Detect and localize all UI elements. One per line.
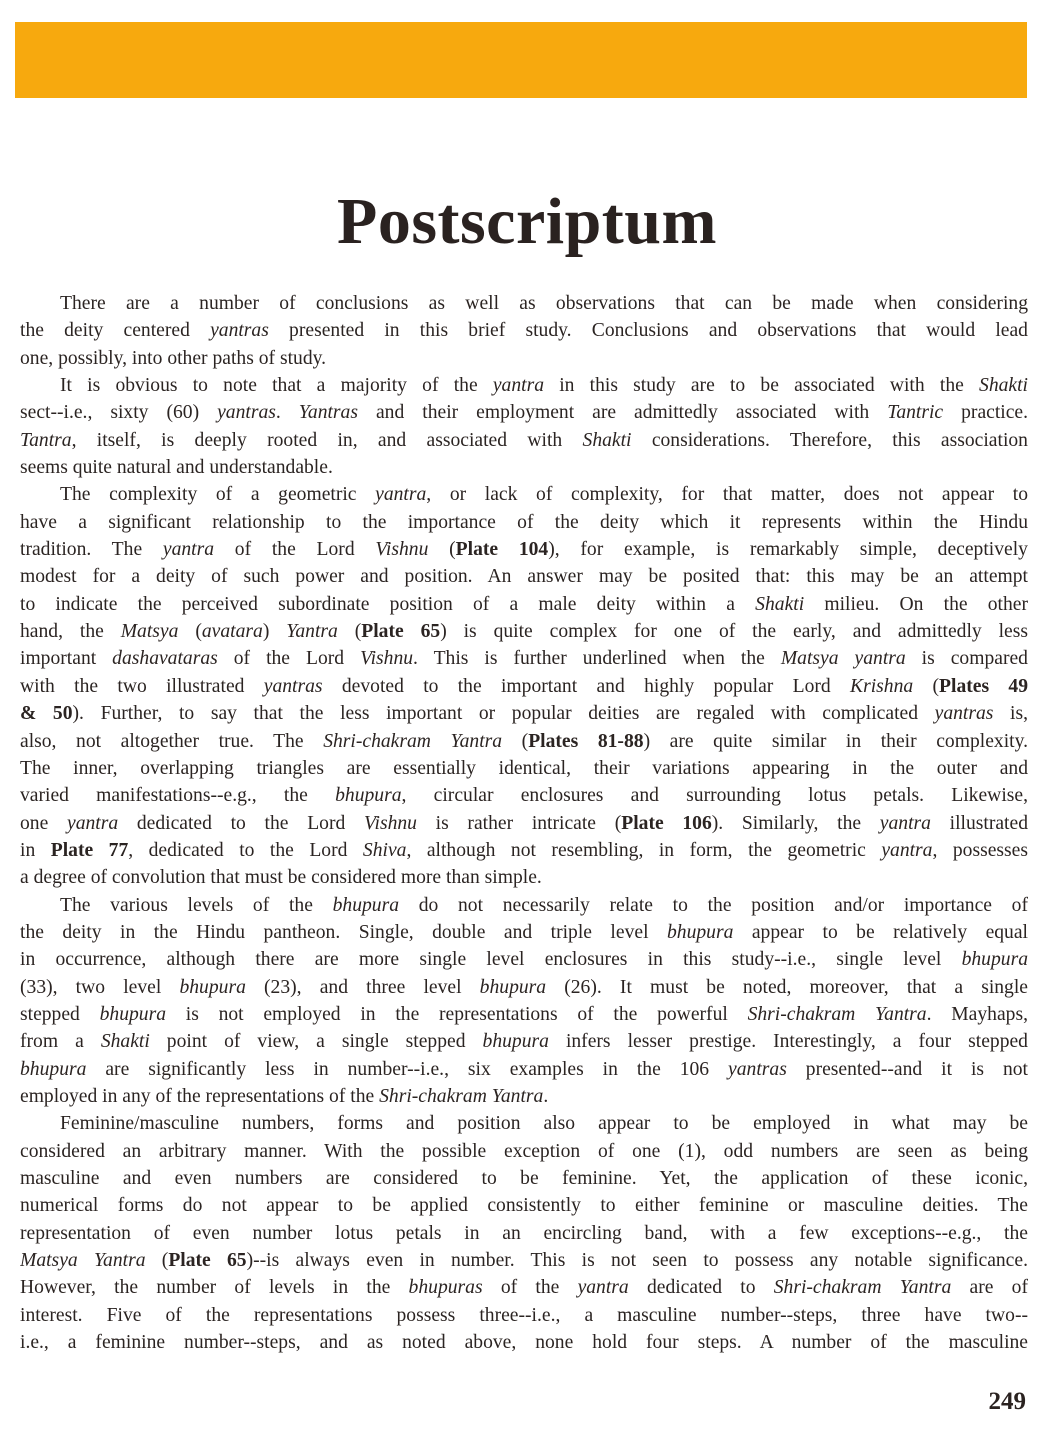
italic-term: Matsya Yantra (20, 1250, 146, 1272)
italic-term: bhupura (335, 785, 402, 807)
text-line (20, 700, 1028, 727)
text-run: , circular enclosures and surrounding lotus petals. Likewise, (401, 785, 1028, 807)
text-run: appear to be relatively equal (733, 921, 1028, 943)
italic-term: Shakti (755, 593, 805, 615)
italic-term: Shri-chakram Yantra (323, 730, 503, 752)
text-run: are of (951, 1277, 1028, 1299)
text-line (20, 1329, 1028, 1356)
text-run: is, (993, 703, 1028, 725)
paragraph (20, 481, 1028, 891)
text-line (20, 1056, 1028, 1083)
text-run: do not necessarily relate to the position and/or importance of (399, 894, 1028, 916)
text-run: (26). It must be noted, moreover, that a single (546, 976, 1028, 998)
italic-term: Krishna (850, 675, 914, 697)
italic-term: Vishnu (360, 648, 414, 670)
text-run: hand, the (20, 621, 121, 643)
text-run: of the (482, 1277, 578, 1299)
italic-term: Yantras (298, 402, 358, 424)
text-run: in occurrence, although there are more single level enclosures in this study--i.e., single level (20, 949, 962, 971)
text-line (20, 563, 1028, 590)
italic-term: yantra (67, 812, 119, 834)
text-line (20, 317, 1028, 344)
italic-term: Shakti (979, 375, 1028, 397)
italic-term: bhupuras (408, 1277, 483, 1299)
text-run: ( (145, 1250, 169, 1272)
text-run: The various levels of the (60, 894, 333, 916)
text-run: ( (428, 539, 456, 561)
italic-term: Shri-chakram Yantra (747, 1003, 927, 1025)
italic-term: Tantric (887, 402, 944, 424)
text-line (20, 1165, 1028, 1192)
text-run: representation of even number lotus petals in an encircling band, with a few exceptions--e.g., the (20, 1222, 1028, 1244)
text-run: (33), two level (20, 976, 180, 998)
plate-reference: Plates 49 (939, 675, 1028, 697)
text-run: . (275, 402, 299, 424)
text-run: masculine and even numbers are considered to be feminine. Yet, the application of these iconic, (20, 1168, 1028, 1189)
italic-term: yantra (162, 539, 215, 561)
italic-term: yantra (879, 812, 931, 834)
text-run: , although not resembling, in form, the geometric (406, 839, 882, 861)
plate-reference: Plate 104 (455, 539, 549, 561)
italic-term: yantras (217, 402, 276, 424)
text-run: tradition. The (20, 539, 163, 561)
text-run: one (20, 812, 67, 834)
text-run: i.e., a feminine number--steps, and as noted above, none hold four steps. A number of the masculine (20, 1332, 1028, 1354)
text-line (20, 892, 1028, 919)
italic-term: bhupura (99, 1003, 167, 1025)
text-line (20, 782, 1028, 809)
plate-reference: Plate 65 (168, 1250, 247, 1272)
text-run: presented--and it is not (786, 1058, 1028, 1080)
text-run: is rather intricate ( (416, 812, 622, 834)
text-run: the deity in the Hindu pantheon. Single, double and triple level (20, 921, 667, 943)
text-run: are significantly less in number--i.e., six examples in the 106 (86, 1058, 729, 1080)
text-run: The inner, overlapping triangles are essentially identical, their variations appearing in the outer and (20, 757, 1028, 779)
italic-term: Vishnu (363, 812, 417, 834)
text-run: dedicated to (628, 1277, 774, 1299)
text-run: from a (20, 1031, 101, 1053)
italic-term: bhupura (961, 949, 1028, 971)
text-line (20, 946, 1028, 973)
italic-term: bhupura (479, 976, 547, 998)
italic-term: Shri-chakram Yantra (773, 1277, 952, 1299)
plate-reference: Plate 77 (50, 839, 129, 861)
plate-reference: Plate 106 (621, 812, 712, 834)
paragraph (20, 1110, 1028, 1356)
text-run: numerical forms do not appear to be applied consistently to either feminine or masculine deities. The (20, 1195, 1028, 1217)
text-run: There are a number of conclusions as well as observations that can be made when considering (60, 293, 1028, 314)
text-line (20, 618, 1028, 645)
text-run: ) (262, 621, 287, 643)
text-line (20, 728, 1028, 755)
text-run: important (20, 648, 113, 670)
text-run: of the Lord (214, 539, 376, 561)
text-run: modest for a deity of such power and position. An answer may be posited that: this may be an attempt (20, 566, 1028, 588)
text-run: to indicate the perceived subordinate position of a male deity within a (20, 593, 756, 615)
text-run: ). Similarly, the (711, 812, 880, 834)
text-line (20, 536, 1028, 563)
text-line (20, 481, 1028, 508)
text-run: with the two illustrated (20, 675, 264, 697)
text-run: It is obvious to note that a majority of the (60, 375, 493, 397)
text-run: varied manifestations--e.g., the (20, 785, 336, 807)
italic-term: Shiva (362, 839, 407, 861)
text-run: employed in any of the representations of the (20, 1085, 380, 1107)
plate-reference: & 50 (20, 703, 73, 725)
italic-term: dashavataras (112, 648, 218, 670)
text-run: practice. (943, 402, 1028, 424)
text-run: ( (178, 621, 202, 643)
text-run: milieu. On the other (804, 593, 1028, 615)
italic-term: bhupura (482, 1031, 549, 1053)
italic-term: yantras (210, 320, 269, 342)
text-run: , dedicated to the Lord (128, 839, 363, 861)
italic-term: avatara (201, 621, 263, 643)
text-run: in (20, 839, 51, 861)
italic-term: yantras (263, 675, 323, 697)
italic-term: bhupura (20, 1058, 87, 1080)
italic-term: yantra (577, 1277, 629, 1299)
text-line (20, 427, 1028, 454)
text-run: also, not altogether true. The (20, 730, 324, 752)
text-line (20, 1028, 1028, 1055)
italic-term: Yantra (286, 621, 338, 643)
text-line (20, 345, 1028, 372)
plate-reference: Plates 81-88 (528, 730, 644, 752)
text-run: considered an arbitrary manner. With the possible exception of one (1), odd numbers are seen as being (20, 1140, 1028, 1162)
text-line (20, 399, 1028, 426)
text-line (20, 864, 1028, 891)
italic-term: bhupura (332, 894, 400, 916)
italic-term: Tantra (20, 429, 72, 451)
text-run: Feminine/masculine numbers, forms and position also appear to be employed in what may be (60, 1113, 1028, 1135)
text-run: . (543, 1085, 549, 1107)
text-line (20, 974, 1028, 1001)
italic-term: Matsya (120, 621, 179, 643)
text-line (20, 509, 1028, 536)
text-line (20, 837, 1028, 864)
text-line (20, 919, 1028, 946)
text-line (20, 454, 1028, 481)
text-line (20, 1110, 1028, 1137)
text-run: , itself, is deeply rooted in, and associated with (71, 429, 583, 451)
italic-term: bhupura (179, 976, 246, 998)
text-run: presented in this brief study. Conclusions and observations that would lead (268, 320, 1028, 342)
italic-term: Shakti (582, 429, 632, 451)
text-run: sect--i.e., sixty (60) (20, 402, 218, 424)
text-run: and their employment are admittedly associated with (357, 402, 888, 424)
text-line (20, 1247, 1028, 1274)
text-run: . This is further underlined when the (413, 648, 781, 670)
text-run: of the Lord (217, 648, 361, 670)
text-run: seems quite natural and understandable. (20, 457, 333, 479)
italic-term: Shakti (100, 1031, 150, 1053)
paragraph (20, 372, 1028, 481)
text-run: considerations. Therefore, this association (631, 429, 1028, 451)
text-line (20, 810, 1028, 837)
text-line (20, 372, 1028, 399)
plate-reference: Plate 65 (361, 621, 441, 643)
paragraph (20, 892, 1028, 1111)
text-line (20, 591, 1028, 618)
text-run: ) is quite complex for one of the early, and admittedly less (440, 621, 1028, 643)
text-line (20, 755, 1028, 782)
text-run: ( (337, 621, 362, 643)
text-run: (23), and three level (245, 976, 480, 998)
text-run: stepped (20, 1003, 100, 1025)
text-run: ( (502, 730, 529, 752)
italic-term: yantra (375, 484, 427, 506)
italic-term: Shri-chakram Yantra (379, 1085, 544, 1107)
text-run: ( (913, 675, 940, 697)
header-color-banner (15, 22, 1027, 98)
text-run: illustrated (930, 812, 1028, 834)
italic-term: Vishnu (375, 539, 429, 561)
text-line (20, 290, 1028, 317)
paragraph (20, 290, 1028, 372)
text-run: , or lack of complexity, for that matter, does not appear to (426, 484, 1028, 506)
text-line (20, 1274, 1028, 1301)
text-line (20, 1220, 1028, 1247)
text-run: However, the number of levels in the (20, 1277, 409, 1299)
text-line (20, 645, 1028, 672)
text-run: infers lesser prestige. Interestingly, a four stepped (548, 1031, 1028, 1053)
text-line (20, 1302, 1028, 1329)
text-run: . Mayhaps, (926, 1003, 1028, 1025)
italic-term: yantra (881, 839, 933, 861)
text-run: ), for example, is remarkably simple, deceptively (548, 539, 1028, 561)
text-run: is compared (905, 648, 1028, 670)
text-run: devoted to the important and highly popular Lord (322, 675, 851, 697)
text-run: a degree of convolution that must be considered more than simple. (20, 867, 542, 889)
text-run: one, possibly, into other paths of study. (20, 347, 327, 369)
page-number: 249 (988, 1388, 1026, 1415)
text-run: have a significant relationship to the importance of the deity which it represents within the Hindu (20, 511, 1028, 533)
italic-term: yantras (934, 703, 994, 725)
text-run: interest. Five of the representations possess three--i.e., a masculine number--steps, three have two-- (20, 1304, 1028, 1326)
text-run: )--is always even in number. This is not seen to possess any notable significance. (246, 1250, 1028, 1272)
text-run: is not employed in the representations of the powerful (166, 1003, 748, 1025)
text-run: point of view, a single stepped (149, 1031, 483, 1053)
text-line (20, 1138, 1028, 1165)
text-line (20, 1192, 1028, 1219)
text-run: the deity centered (20, 320, 211, 342)
italic-term: Matsya yantra (780, 648, 906, 670)
text-run: ). Further, to say that the less important or popular deities are regaled with complicated (72, 703, 935, 725)
italic-term: yantra (492, 375, 545, 397)
text-run: , possesses (932, 839, 1028, 861)
text-run: The complexity of a geometric (60, 484, 376, 506)
text-run: dedicated to the Lord (118, 812, 364, 834)
text-run: in this study are to be associated with the (544, 375, 980, 397)
italic-term: yantras (728, 1058, 787, 1080)
italic-term: bhupura (666, 921, 734, 943)
body-text (20, 290, 1028, 1356)
text-line (20, 673, 1028, 700)
text-line (20, 1001, 1028, 1028)
text-run: ) are quite similar in their complexity. (643, 730, 1028, 752)
text-line (20, 1083, 1028, 1110)
page-title: Postscriptum (337, 185, 717, 259)
